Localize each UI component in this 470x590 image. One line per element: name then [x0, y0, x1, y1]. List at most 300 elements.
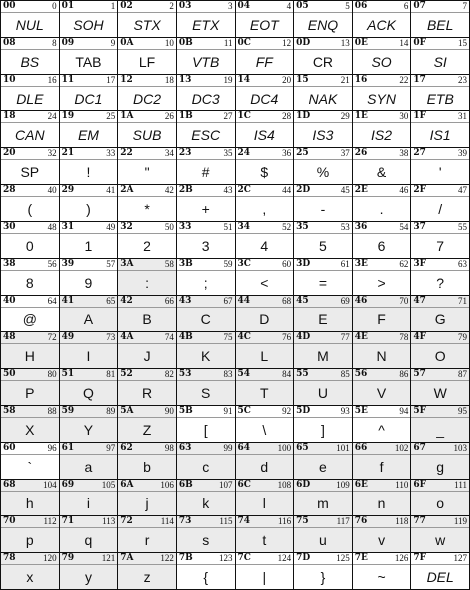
ascii-cell-content	[236, 553, 294, 589]
decimal-code: 103	[453, 442, 467, 453]
hex-code: 62	[120, 442, 133, 453]
ascii-cell	[235, 442, 294, 479]
decimal-code: 0	[52, 1, 57, 11]
character-glyph: BEL	[426, 16, 454, 33]
hex-code: 6F	[413, 479, 427, 490]
ascii-cell-content	[294, 111, 352, 147]
character-glyph: EOT	[249, 16, 279, 33]
ascii-cell-content	[1, 185, 59, 221]
table-row	[1, 148, 470, 185]
decimal-code: 19	[223, 74, 233, 85]
character-glyph: ^	[378, 421, 385, 438]
character-glyph: T	[260, 385, 269, 402]
ascii-cell-content	[353, 516, 411, 552]
character-glyph: 7	[436, 237, 445, 254]
ascii-cell-content	[60, 406, 118, 442]
ascii-cell-content	[1, 516, 59, 552]
decimal-code: 34	[164, 148, 174, 159]
ascii-cell-content	[236, 516, 294, 552]
ascii-cell-content	[1, 111, 59, 147]
ascii-cell	[176, 148, 235, 185]
ascii-cell	[352, 111, 411, 148]
table-row	[1, 369, 470, 406]
character-glyph: P	[25, 385, 35, 402]
ascii-cell	[235, 111, 294, 148]
hex-code: 1E	[354, 111, 368, 122]
decimal-code: 10	[164, 37, 174, 48]
decimal-code: 92	[282, 405, 292, 416]
character-glyph: EM	[77, 127, 99, 144]
ascii-cell	[59, 295, 118, 332]
ascii-cell	[59, 1, 118, 38]
character-glyph: !	[86, 164, 91, 181]
decimal-code: 62	[399, 258, 409, 269]
hex-code: 3C	[237, 258, 251, 269]
hex-code: 75	[296, 516, 309, 527]
hex-code: 0F	[413, 37, 427, 48]
hex-code: 64	[237, 442, 251, 453]
ascii-cell-content	[294, 296, 352, 332]
ascii-cell-content	[236, 443, 294, 479]
ascii-cell	[352, 553, 411, 590]
hex-code: 28	[3, 185, 16, 196]
table-row	[1, 221, 470, 258]
ascii-cell	[59, 553, 118, 590]
ascii-cell-content	[118, 369, 176, 405]
decimal-code: 6	[403, 1, 409, 11]
decimal-code: 107	[219, 479, 233, 490]
character-glyph: NAK	[308, 90, 338, 107]
character-glyph: t	[262, 532, 267, 549]
hex-code: 4C	[237, 332, 251, 343]
ascii-cell	[59, 221, 118, 258]
ascii-cell	[1, 442, 60, 479]
decimal-code: 82	[164, 369, 174, 380]
hex-code: 66	[354, 442, 368, 453]
decimal-code: 45	[340, 185, 350, 196]
hex-code: 61	[61, 442, 75, 453]
character-glyph: U	[317, 385, 328, 402]
hex-code: 48	[3, 332, 16, 343]
hex-code: 5C	[237, 405, 251, 416]
decimal-code: 15	[458, 37, 467, 48]
hex-code: 79	[61, 553, 75, 564]
ascii-cell	[411, 553, 470, 590]
hex-code: 68	[3, 479, 16, 490]
ascii-cell-content	[236, 38, 294, 74]
ascii-cell	[1, 369, 60, 406]
ascii-cell-content	[177, 148, 235, 184]
ascii-cell	[235, 479, 294, 516]
hex-code: 6E	[354, 479, 368, 490]
character-glyph: i	[86, 495, 90, 512]
ascii-cell-content	[353, 148, 411, 184]
character-glyph: 2	[143, 237, 151, 254]
decimal-code: 59	[223, 258, 233, 269]
hex-code: 5D	[296, 405, 311, 416]
decimal-code: 98	[164, 442, 174, 453]
ascii-cell	[1, 258, 60, 295]
ascii-cell-content	[236, 148, 294, 184]
ascii-cell-content	[177, 75, 235, 111]
ascii-cell-content	[353, 259, 411, 295]
hex-code: 0A	[120, 37, 134, 48]
ascii-cell-content	[118, 406, 176, 442]
ascii-cell-content	[177, 1, 235, 37]
table-row	[1, 258, 470, 295]
character-glyph: S	[201, 385, 211, 402]
ascii-cell	[176, 332, 235, 369]
ascii-cell	[118, 148, 177, 185]
character-glyph: Y	[83, 421, 94, 438]
hex-code: 71	[61, 516, 75, 527]
ascii-cell	[294, 74, 353, 111]
ascii-cell	[235, 148, 294, 185]
ascii-cell-content	[60, 148, 118, 184]
ascii-cell	[1, 37, 60, 74]
character-glyph: h	[25, 495, 34, 512]
ascii-cell	[176, 74, 235, 111]
character-glyph: <	[260, 274, 269, 291]
decimal-code: 68	[282, 295, 292, 306]
hex-code: 46	[354, 295, 368, 306]
ascii-cell	[235, 332, 294, 369]
decimal-code: 43	[223, 185, 233, 196]
character-glyph: /	[438, 200, 443, 217]
decimal-code: 106	[160, 479, 174, 490]
hex-code: 36	[354, 221, 368, 232]
character-glyph: IS2	[371, 127, 393, 144]
character-glyph: SYN	[367, 90, 396, 107]
decimal-code: 40	[47, 185, 57, 196]
hex-code: 00	[3, 1, 16, 11]
ascii-cell-content	[294, 222, 352, 258]
hex-code: 1F	[413, 111, 427, 122]
hex-code: 49	[61, 332, 75, 343]
hex-code: 41	[61, 295, 75, 306]
ascii-cell-content	[118, 185, 176, 221]
decimal-code: 80	[47, 369, 57, 380]
decimal-code: 101	[336, 442, 350, 453]
hex-code: 53	[178, 369, 192, 380]
hex-code: 2D	[296, 185, 311, 196]
ascii-cell-content	[177, 443, 235, 479]
ascii-cell	[411, 185, 470, 222]
ascii-cell	[294, 111, 353, 148]
hex-code: 0B	[178, 37, 193, 48]
decimal-code: 16	[47, 74, 57, 85]
ascii-cell	[352, 74, 411, 111]
ascii-cell-content	[118, 1, 176, 37]
character-glyph: Q	[82, 385, 94, 402]
ascii-cell	[235, 258, 294, 295]
hex-code: 50	[3, 369, 16, 380]
decimal-code: 69	[340, 295, 350, 306]
hex-code: 17	[413, 74, 426, 85]
character-glyph: ,	[262, 200, 267, 217]
decimal-code: 32	[47, 148, 57, 159]
hex-code: 20	[3, 148, 16, 159]
table-row	[1, 553, 470, 590]
hex-code: 03	[178, 1, 192, 11]
character-glyph: b	[143, 458, 151, 475]
decimal-code: 94	[399, 405, 409, 416]
ascii-cell-content	[236, 480, 294, 516]
character-glyph: m	[317, 495, 329, 512]
character-glyph: C	[200, 311, 211, 328]
ascii-cell-content	[411, 553, 469, 589]
ascii-cell	[118, 442, 177, 479]
decimal-code: 74	[164, 332, 174, 343]
character-glyph: D	[259, 311, 270, 328]
hex-code: 4F	[413, 332, 427, 343]
hex-code: 7C	[237, 553, 251, 564]
character-glyph: ;	[203, 274, 208, 291]
decimal-code: 111	[454, 479, 467, 490]
character-glyph: O	[434, 348, 446, 365]
hex-code: 78	[3, 553, 16, 564]
decimal-code: 114	[160, 516, 174, 527]
decimal-code: 8	[52, 37, 57, 48]
decimal-code: 39	[458, 148, 467, 159]
ascii-cell-content	[60, 480, 118, 516]
decimal-code: 86	[399, 369, 409, 380]
ascii-cell-content	[1, 148, 59, 184]
hex-code: 3D	[296, 258, 311, 269]
decimal-code: 12	[282, 37, 292, 48]
ascii-cell-content	[294, 75, 352, 111]
character-glyph: (	[27, 200, 33, 217]
ascii-cell-content	[236, 1, 294, 37]
decimal-code: 17	[106, 74, 116, 85]
ascii-cell	[59, 442, 118, 479]
ascii-cell	[1, 148, 60, 185]
decimal-code: 104	[43, 479, 57, 490]
ascii-cell-content	[177, 259, 235, 295]
decimal-code: 96	[47, 442, 57, 453]
hex-code: 70	[3, 516, 16, 527]
decimal-code: 60	[282, 258, 292, 269]
hex-code: 07	[413, 1, 426, 11]
hex-code: 26	[354, 148, 368, 159]
decimal-code: 41	[106, 185, 116, 196]
ascii-cell-content	[411, 516, 469, 552]
ascii-cell	[352, 369, 411, 406]
character-glyph: SO	[371, 53, 392, 70]
hex-code: 6D	[296, 479, 311, 490]
ascii-cell	[118, 74, 177, 111]
ascii-cell	[59, 148, 118, 185]
decimal-code: 126	[394, 553, 409, 564]
hex-code: 73	[178, 516, 192, 527]
ascii-cell-content	[294, 480, 352, 516]
ascii-cell	[59, 479, 118, 516]
hex-code: 30	[3, 221, 16, 232]
hex-code: 56	[354, 369, 368, 380]
hex-code: 65	[296, 442, 309, 453]
ascii-cell-content	[60, 259, 118, 295]
ascii-cell	[118, 405, 177, 442]
decimal-code: 37	[340, 148, 350, 159]
character-glyph: SP	[20, 164, 40, 181]
decimal-code: 122	[160, 553, 174, 564]
ascii-cell	[294, 405, 353, 442]
hex-code: 77	[413, 516, 426, 527]
ascii-cell	[1, 1, 60, 38]
ascii-cell	[411, 148, 470, 185]
character-glyph: K	[201, 348, 211, 365]
character-glyph: SOH	[73, 16, 104, 33]
character-glyph: CR	[312, 53, 334, 70]
ascii-cell-content	[177, 296, 235, 332]
character-glyph: y	[84, 569, 92, 586]
decimal-code: 57	[106, 258, 116, 269]
ascii-cell	[176, 369, 235, 406]
character-glyph: BS	[20, 53, 40, 70]
hex-code: 2F	[413, 185, 427, 196]
ascii-cell	[352, 295, 411, 332]
ascii-cell	[118, 185, 177, 222]
ascii-cell	[235, 369, 294, 406]
decimal-code: 4	[286, 1, 292, 11]
table-row	[1, 516, 470, 553]
ascii-cell	[59, 258, 118, 295]
character-glyph: c	[202, 458, 210, 475]
decimal-code: 48	[47, 221, 57, 232]
character-glyph: DEL	[426, 569, 454, 586]
character-glyph: DC2	[133, 90, 162, 107]
ascii-cell	[235, 185, 294, 222]
decimal-code: 66	[164, 295, 174, 306]
ascii-cell	[176, 185, 235, 222]
character-glyph: `	[27, 458, 33, 475]
hex-code: 67	[413, 442, 426, 453]
decimal-code: 55	[458, 221, 467, 232]
character-glyph: W	[433, 385, 447, 402]
ascii-cell-content	[60, 296, 118, 332]
ascii-cell-content	[1, 38, 59, 74]
ascii-cell	[176, 111, 235, 148]
character-glyph: J	[143, 348, 151, 365]
ascii-cell-content	[177, 38, 235, 74]
ascii-cell-content	[1, 332, 59, 368]
character-glyph: 5	[319, 237, 327, 254]
hex-code: 6C	[237, 479, 251, 490]
hex-code: 0D	[296, 37, 311, 48]
ascii-cell-content	[60, 443, 118, 479]
character-glyph: k	[202, 495, 210, 512]
decimal-code: 14	[399, 37, 409, 48]
ascii-cell-content	[1, 296, 59, 332]
ascii-cell-content	[118, 148, 176, 184]
ascii-cell	[352, 516, 411, 553]
hex-code: 16	[354, 74, 368, 85]
ascii-cell-content	[1, 1, 59, 37]
ascii-cell-content	[177, 480, 235, 516]
ascii-cell	[294, 1, 353, 38]
decimal-code: 13	[340, 37, 350, 48]
hex-code: 21	[61, 148, 75, 159]
ascii-table-body	[1, 1, 470, 590]
ascii-cell-content	[411, 332, 469, 368]
character-glyph: 0	[25, 237, 34, 254]
hex-code: 42	[120, 295, 133, 306]
character-glyph: u	[319, 532, 327, 549]
character-glyph: A	[83, 311, 94, 328]
character-glyph: M	[317, 348, 329, 365]
ascii-cell-content	[411, 369, 469, 405]
decimal-code: 50	[164, 221, 174, 232]
ascii-cell	[1, 553, 60, 590]
character-glyph: ?	[436, 274, 445, 291]
character-glyph: STX	[133, 16, 161, 33]
hex-code: 45	[296, 295, 309, 306]
ascii-cell	[118, 553, 177, 590]
decimal-code: 83	[223, 369, 233, 380]
hex-code: 25	[296, 148, 309, 159]
ascii-cell	[294, 332, 353, 369]
hex-code: 39	[61, 258, 75, 269]
character-glyph: SUB	[132, 127, 162, 144]
hex-code: 0E	[354, 37, 368, 48]
table-row	[1, 479, 470, 516]
character-glyph: *	[144, 200, 150, 217]
character-glyph: ACK	[367, 16, 396, 33]
ascii-cell	[352, 1, 411, 38]
ascii-cell	[294, 553, 353, 590]
hex-code: 2B	[178, 185, 193, 196]
hex-code: 19	[61, 111, 75, 122]
hex-code: 22	[120, 148, 133, 159]
ascii-cell	[294, 258, 353, 295]
ascii-cell	[176, 1, 235, 38]
ascii-cell-content	[411, 259, 469, 295]
ascii-cell	[294, 516, 353, 553]
character-glyph: -	[320, 200, 326, 217]
character-glyph: ETX	[192, 16, 220, 33]
hex-code: 4B	[178, 332, 193, 343]
ascii-cell	[1, 111, 60, 148]
ascii-cell	[176, 516, 235, 553]
ascii-cell-content	[236, 332, 294, 368]
character-glyph: 1	[84, 237, 93, 254]
decimal-code: 51	[223, 221, 233, 232]
decimal-code: 26	[164, 111, 174, 122]
character-glyph: L	[260, 348, 269, 365]
ascii-cell	[176, 295, 235, 332]
decimal-code: 56	[47, 258, 57, 269]
ascii-cell-content	[177, 185, 235, 221]
ascii-cell	[118, 295, 177, 332]
hex-code: 72	[120, 516, 133, 527]
decimal-code: 78	[399, 332, 409, 343]
decimal-code: 31	[458, 111, 467, 122]
decimal-code: 127	[453, 553, 467, 564]
character-glyph: a	[84, 458, 93, 475]
character-glyph: I	[86, 348, 91, 365]
ascii-cell-content	[118, 443, 176, 479]
ascii-cell	[235, 74, 294, 111]
character-glyph: z	[143, 569, 151, 586]
hex-code: 09	[61, 37, 75, 48]
character-glyph: v	[378, 532, 386, 549]
ascii-cell	[352, 332, 411, 369]
decimal-code: 42	[164, 185, 174, 196]
decimal-code: 36	[282, 148, 292, 159]
ascii-cell-content	[1, 369, 59, 405]
ascii-cell-content	[118, 480, 176, 516]
ascii-cell-content	[1, 553, 59, 589]
